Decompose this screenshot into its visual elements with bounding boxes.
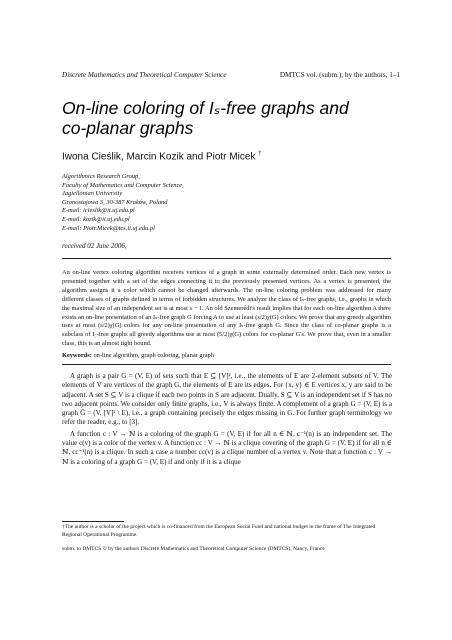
- paper-title: [62, 98, 402, 138]
- keywords-label: Keywords:: [62, 352, 92, 359]
- title-line-2: co-planar graphs: [62, 118, 194, 138]
- received-date: received 02 June 2006,: [62, 242, 127, 250]
- affiliation-line: Jagiellonian University: [62, 190, 123, 198]
- journal-name: Discrete Mathematics and Theoretical Computer Science: [62, 71, 227, 79]
- keywords: [62, 352, 214, 359]
- email-line: E-mail: icieslik@ii.uj.edu.pl: [62, 207, 135, 215]
- footnote: †The author is a scholar of the project which is co-financed from the European Social Fund and national budget in the frame of The Integrated Regional Operational Programme.: [62, 524, 376, 538]
- copyright-footer: subm. to DMTCS © by the authors Discrete Mathematics and Theoretical Computer Science (DMTCS), Nancy, France: [62, 546, 325, 552]
- running-header: [62, 71, 400, 79]
- affiliation-line: Faculty of Mathematics and Computer Science,: [62, 181, 184, 189]
- keywords-text: on-line algorithm, graph coloring, planar graph: [93, 352, 214, 359]
- paragraph: A graph is a pair G = (V, E) of sets such that E ⊆ [V]², i.e., the elements of E are 2-element subsets of V. The elements of V are vertices of the graph G, the elements of E are its edges. For {x, y} ∈ E vertices x, y are said to be adjacent. A set S ⊆ V is a clique if each two points in S are adjacent. Dually, S ⊆ V is an independent set if S has no two adjacent points. We consider only finite graphs, i.e., V is always finite. A complement of a graph G = (V, E) is a graph Ḡ = (V, [V]² \ E), i.e., a graph containing precisely the edges missing in G. For further graph terminology we refer the reader, e.g., to [3].: [62, 372, 392, 427]
- abstract: An on-line vertex coloring algorithm receives vertices of a graph in some externally determined order. Each new vertex is presented together with a set of the edges connecting it to the previously presented vertices. As a vertex is presented, the algorithm assigns it a color which cannot be changed afterwards. The on-line coloring problem was addressed for many different classes of graphs defined in terms of forbidden structures. We analyze the class of Iₛ-free graphs, i.e., graphs in which the maximal size of an independent set is at most s − 1. An old Szemerédi's result implies that for each on-line algorithm A there exists an on-line presentation of an Iₛ-free graph G forcing A to use at least (s/2)χ(G) colors. We prove that any greedy algorithm uses at most (s/2)χ(G) colors for any on-line presentation of any Iₛ-free graph G. Since the class of co-planar graphs is a subclass of I₅-free graphs all greedy algorithms use at most (5/2)χ(G) colors for co-planar G's. We prove that, even in a smaller class, this is an almost tight bound.: [62, 269, 391, 348]
- author-list: [62, 151, 262, 162]
- footnote-rule: [62, 521, 124, 522]
- affiliation-line: Gronostajowa 3, 30-387 Kraków, Poland: [62, 198, 168, 206]
- affiliation-block: [62, 173, 184, 233]
- author-footnote-mark: †: [258, 151, 262, 157]
- body-text: [62, 372, 392, 469]
- abstract-bottom-rule: [62, 364, 391, 365]
- email-line: E-mail: kozik@ii.uj.edu.pl: [62, 215, 130, 223]
- paragraph: A function c : V → ℕ is a coloring of the graph G = (V, E) if for all n ∈ ℕ, c⁻¹(n) is an independent set. The value c(v) is a color of the vertex v. A function cc : V → ℕ is a clique covering of the graph G = (V, E) if for all n ∈ ℕ, cc⁻¹(n) is a clique. In such a case a number cc(v) is a clique number of a vertex v. Note that a function c : V → ℕ is a coloring of a graph G = (V, E) if and only if it is a clique: [62, 429, 392, 466]
- abstract-top-rule: [62, 258, 391, 259]
- author-names: Iwona Cieślik, Marcin Kozik and Piotr Micek: [62, 151, 256, 163]
- email-line: E-mail: Piotr.Micek@tcs.ii.uj.edu.pl: [62, 224, 155, 232]
- affiliation-line: Algorithmics Research Group,: [62, 173, 140, 180]
- title-line-1: On-line coloring of Iₛ-free graphs and: [62, 98, 349, 118]
- volume-info: DMTCS vol. (subm.), by the authors, 1–1: [279, 71, 400, 79]
